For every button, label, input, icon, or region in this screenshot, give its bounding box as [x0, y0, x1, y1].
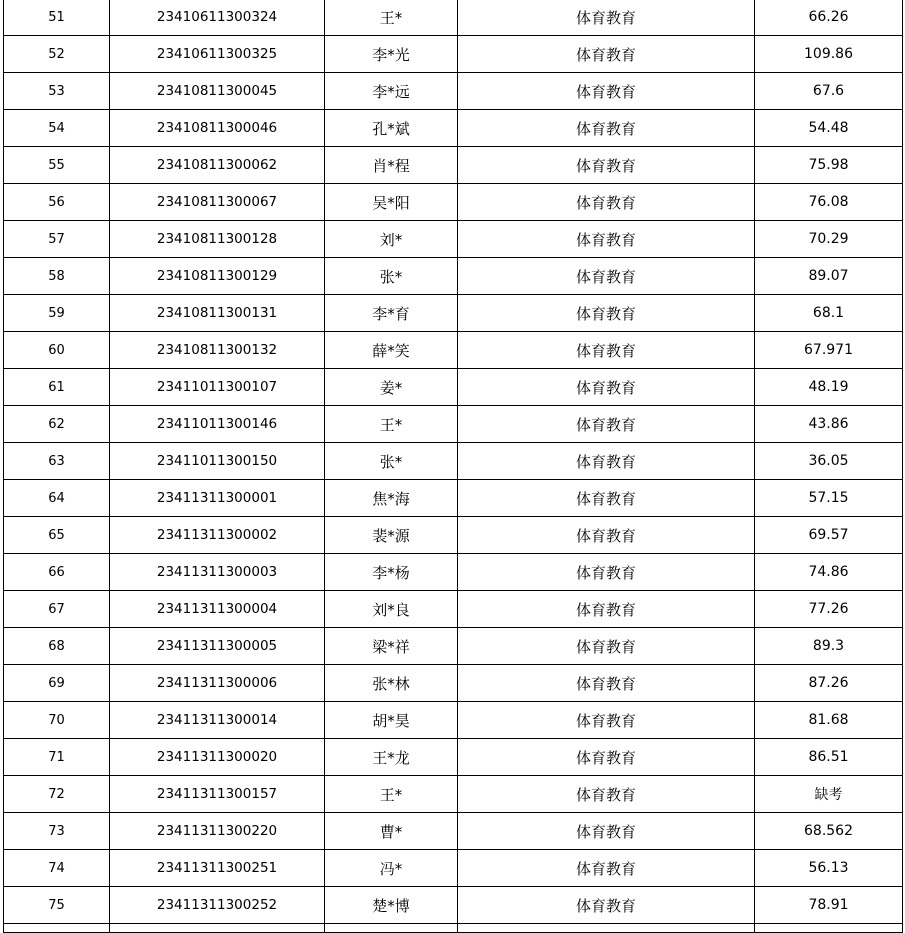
- score-cell: 77.26: [755, 591, 903, 628]
- cutoff-cell: [4, 924, 110, 933]
- seq-cell: 71: [4, 739, 110, 776]
- score-cell: 81.68: [755, 702, 903, 739]
- major-cell: 体育教育: [458, 0, 755, 36]
- exam-id-cell: 23410811300046: [110, 110, 325, 147]
- major-cell: 体育教育: [458, 443, 755, 480]
- table-row: [4, 0, 903, 36]
- major-cell: 体育教育: [458, 887, 755, 924]
- score-cell: 缺考: [755, 776, 903, 813]
- exam-id-cell: 23410811300067: [110, 184, 325, 221]
- table-row: [4, 591, 903, 628]
- seq-cell: 73: [4, 813, 110, 850]
- exam-id-cell: 23411311300003: [110, 554, 325, 591]
- table-row: [4, 184, 903, 221]
- seq-cell: 56: [4, 184, 110, 221]
- major-cell: 体育教育: [458, 110, 755, 147]
- score-cell: 78.91: [755, 887, 903, 924]
- exam-id-cell: 23411311300014: [110, 702, 325, 739]
- major-cell: 体育教育: [458, 369, 755, 406]
- major-cell: 体育教育: [458, 480, 755, 517]
- cutoff-cell: [325, 924, 458, 933]
- table-row: [4, 406, 903, 443]
- exam-id-cell: 23410811300045: [110, 73, 325, 110]
- name-cell: 曹*: [325, 813, 458, 850]
- major-cell: 体育教育: [458, 554, 755, 591]
- major-cell: 体育教育: [458, 776, 755, 813]
- table-row: [4, 702, 903, 739]
- name-cell: 王*: [325, 0, 458, 36]
- table-row: [4, 739, 903, 776]
- exam-id-cell: 23410811300128: [110, 221, 325, 258]
- exam-id-cell: 23411311300220: [110, 813, 325, 850]
- table-row: [4, 554, 903, 591]
- score-cell: 57.15: [755, 480, 903, 517]
- name-cell: 王*龙: [325, 739, 458, 776]
- name-cell: 张*: [325, 443, 458, 480]
- seq-cell: 59: [4, 295, 110, 332]
- exam-id-cell: 23411311300251: [110, 850, 325, 887]
- seq-cell: 70: [4, 702, 110, 739]
- table-row: [4, 776, 903, 813]
- name-cell: 胡*昊: [325, 702, 458, 739]
- score-cell: 48.19: [755, 369, 903, 406]
- score-cell: 56.13: [755, 850, 903, 887]
- seq-cell: 65: [4, 517, 110, 554]
- exam-id-cell: 23411011300150: [110, 443, 325, 480]
- name-cell: 李*远: [325, 73, 458, 110]
- seq-cell: 54: [4, 110, 110, 147]
- name-cell: 王*: [325, 776, 458, 813]
- table-row: [4, 813, 903, 850]
- score-cell: 67.971: [755, 332, 903, 369]
- exam-id-cell: 23411311300252: [110, 887, 325, 924]
- name-cell: 薛*笑: [325, 332, 458, 369]
- seq-cell: 74: [4, 850, 110, 887]
- seq-cell: 75: [4, 887, 110, 924]
- seq-cell: 63: [4, 443, 110, 480]
- score-cell: 87.26: [755, 665, 903, 702]
- seq-cell: 69: [4, 665, 110, 702]
- name-cell: 刘*良: [325, 591, 458, 628]
- name-cell: 刘*: [325, 221, 458, 258]
- score-cell: 69.57: [755, 517, 903, 554]
- name-cell: 张*: [325, 258, 458, 295]
- table-row: [4, 36, 903, 73]
- table-row: [4, 332, 903, 369]
- seq-cell: 51: [4, 0, 110, 36]
- table-row: [4, 221, 903, 258]
- table-row: [4, 443, 903, 480]
- major-cell: 体育教育: [458, 258, 755, 295]
- table-row: [4, 665, 903, 702]
- major-cell: 体育教育: [458, 739, 755, 776]
- table-body: [4, 0, 903, 933]
- score-cell: 89.3: [755, 628, 903, 665]
- seq-cell: 64: [4, 480, 110, 517]
- seq-cell: 55: [4, 147, 110, 184]
- seq-cell: 57: [4, 221, 110, 258]
- major-cell: 体育教育: [458, 702, 755, 739]
- name-cell: 王*: [325, 406, 458, 443]
- major-cell: 体育教育: [458, 591, 755, 628]
- cutoff-cell: [458, 924, 755, 933]
- table-row: [4, 73, 903, 110]
- score-cell: 68.1: [755, 295, 903, 332]
- name-cell: 焦*海: [325, 480, 458, 517]
- score-cell: 109.86: [755, 36, 903, 73]
- name-cell: 楚*博: [325, 887, 458, 924]
- seq-cell: 68: [4, 628, 110, 665]
- seq-cell: 52: [4, 36, 110, 73]
- table-row: [4, 369, 903, 406]
- exam-id-cell: 23410811300062: [110, 147, 325, 184]
- name-cell: 姜*: [325, 369, 458, 406]
- score-cell: 36.05: [755, 443, 903, 480]
- major-cell: 体育教育: [458, 221, 755, 258]
- table-row: [4, 480, 903, 517]
- table-row: [4, 110, 903, 147]
- name-cell: 梁*祥: [325, 628, 458, 665]
- seq-cell: 58: [4, 258, 110, 295]
- score-cell: 75.98: [755, 147, 903, 184]
- name-cell: 张*林: [325, 665, 458, 702]
- score-cell: 70.29: [755, 221, 903, 258]
- major-cell: 体育教育: [458, 332, 755, 369]
- table-row: [4, 887, 903, 924]
- exam-id-cell: 23410811300131: [110, 295, 325, 332]
- name-cell: 肖*程: [325, 147, 458, 184]
- name-cell: 裴*源: [325, 517, 458, 554]
- major-cell: 体育教育: [458, 517, 755, 554]
- exam-id-cell: 23411311300002: [110, 517, 325, 554]
- name-cell: 李*育: [325, 295, 458, 332]
- table-row: [4, 258, 903, 295]
- score-cell: 67.6: [755, 73, 903, 110]
- seq-cell: 67: [4, 591, 110, 628]
- exam-id-cell: 23411011300146: [110, 406, 325, 443]
- exam-id-cell: 23411311300004: [110, 591, 325, 628]
- table-row: [4, 628, 903, 665]
- major-cell: 体育教育: [458, 850, 755, 887]
- score-cell: 43.86: [755, 406, 903, 443]
- cutoff-cell: [110, 924, 325, 933]
- score-cell: 66.26: [755, 0, 903, 36]
- exam-id-cell: 23411311300001: [110, 480, 325, 517]
- score-cell: 76.08: [755, 184, 903, 221]
- exam-id-cell: 23410811300129: [110, 258, 325, 295]
- score-cell: 86.51: [755, 739, 903, 776]
- score-table: [3, 0, 903, 933]
- name-cell: 孔*斌: [325, 110, 458, 147]
- major-cell: 体育教育: [458, 184, 755, 221]
- seq-cell: 60: [4, 332, 110, 369]
- exam-id-cell: 23411311300020: [110, 739, 325, 776]
- exam-id-cell: 23411311300005: [110, 628, 325, 665]
- exam-id-cell: 23411311300006: [110, 665, 325, 702]
- score-cell: 54.48: [755, 110, 903, 147]
- name-cell: 冯*: [325, 850, 458, 887]
- score-cell: 74.86: [755, 554, 903, 591]
- name-cell: 李*光: [325, 36, 458, 73]
- major-cell: 体育教育: [458, 295, 755, 332]
- name-cell: 吴*阳: [325, 184, 458, 221]
- score-cell: 68.562: [755, 813, 903, 850]
- major-cell: 体育教育: [458, 36, 755, 73]
- cutoff-cell: [755, 924, 903, 933]
- major-cell: 体育教育: [458, 813, 755, 850]
- exam-id-cell: 23410611300325: [110, 36, 325, 73]
- major-cell: 体育教育: [458, 73, 755, 110]
- exam-id-cell: 23411011300107: [110, 369, 325, 406]
- seq-cell: 66: [4, 554, 110, 591]
- major-cell: 体育教育: [458, 147, 755, 184]
- table-row: [4, 295, 903, 332]
- table-row: [4, 147, 903, 184]
- name-cell: 李*杨: [325, 554, 458, 591]
- seq-cell: 72: [4, 776, 110, 813]
- seq-cell: 53: [4, 73, 110, 110]
- table-row-cutoff: [4, 924, 903, 933]
- major-cell: 体育教育: [458, 628, 755, 665]
- seq-cell: 61: [4, 369, 110, 406]
- score-cell: 89.07: [755, 258, 903, 295]
- exam-id-cell: 23410811300132: [110, 332, 325, 369]
- seq-cell: 62: [4, 406, 110, 443]
- table-row: [4, 850, 903, 887]
- major-cell: 体育教育: [458, 406, 755, 443]
- exam-id-cell: 23410611300324: [110, 0, 325, 36]
- major-cell: 体育教育: [458, 665, 755, 702]
- table-row: [4, 517, 903, 554]
- exam-id-cell: 23411311300157: [110, 776, 325, 813]
